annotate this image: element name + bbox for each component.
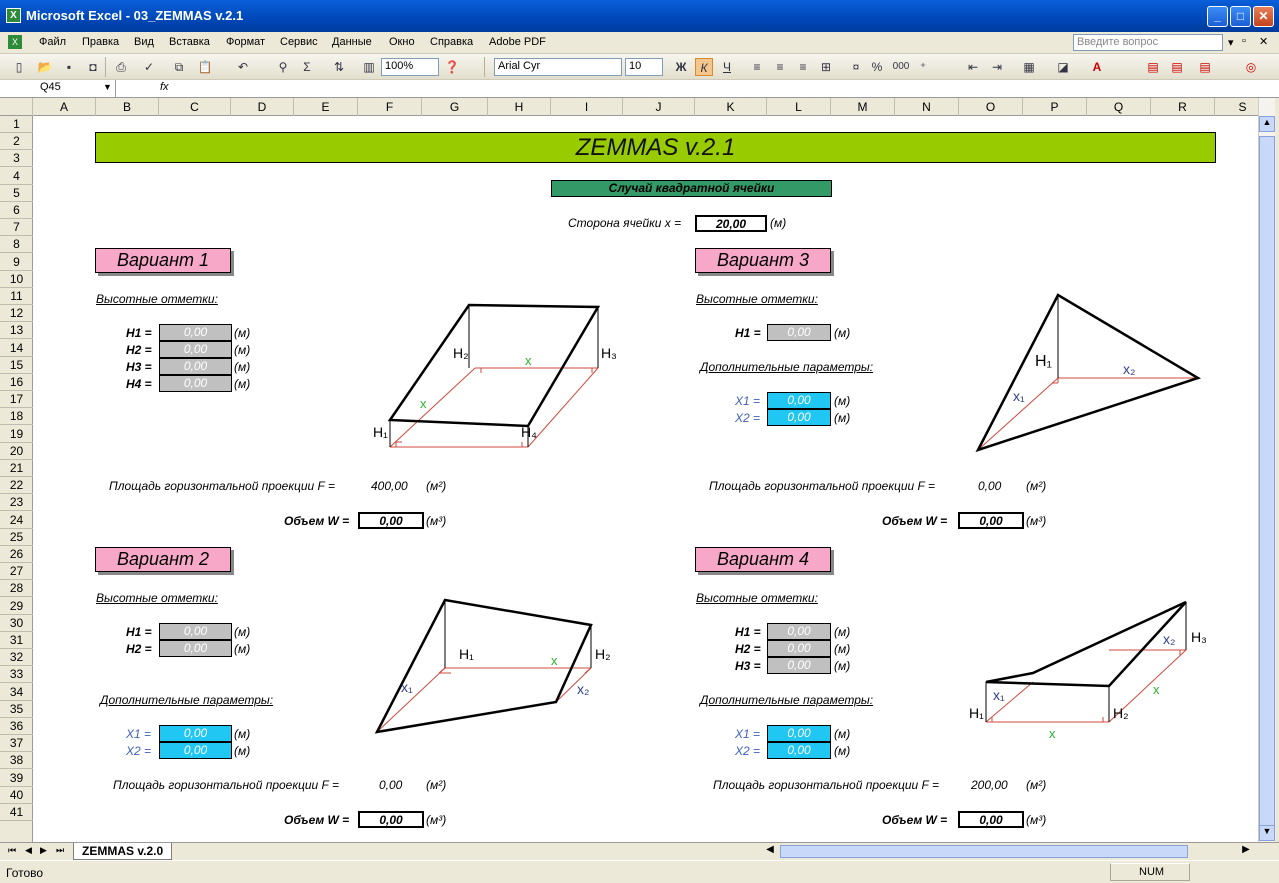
h2-label: H2 = — [126, 343, 152, 357]
row-header[interactable]: 1 — [0, 116, 33, 133]
unit-label: (м²) — [426, 479, 447, 493]
help-icon[interactable]: ❓ — [444, 60, 460, 74]
h2-label: H2 = — [735, 642, 761, 656]
menu-file[interactable]: Файл — [39, 36, 67, 48]
x1-label: X1 = — [126, 727, 152, 741]
unit-label: (м) — [234, 326, 251, 340]
window-title: Microsoft Excel - 03_ZEMMAS v.2.1 — [26, 8, 244, 23]
h4-label: H4 = — [126, 377, 152, 391]
row-header[interactable]: 33 — [0, 666, 33, 683]
unit-label: (м) — [234, 343, 251, 357]
new-icon[interactable]: ▯ — [15, 60, 23, 74]
volume-value: 0,00 — [958, 512, 1024, 529]
row-header[interactable]: 22 — [0, 477, 33, 494]
menu-adobe-pdf[interactable]: Adobe PDF — [489, 36, 546, 48]
workbook-icon[interactable]: X — [8, 35, 22, 49]
column-header[interactable]: E — [294, 98, 358, 116]
function-icon[interactable]: fx — [160, 81, 169, 93]
row-header[interactable]: 40 — [0, 787, 33, 804]
h3-label: H3 = — [735, 659, 761, 673]
column-header[interactable]: L — [767, 98, 831, 116]
unit-label: (м²) — [1026, 778, 1047, 792]
toolbar — [0, 54, 1279, 80]
row-header[interactable]: 25 — [0, 529, 33, 546]
row-header[interactable]: 4 — [0, 168, 33, 185]
unit-label: (м) — [834, 326, 851, 340]
row-header[interactable]: 23 — [0, 494, 33, 511]
column-header[interactable]: H — [488, 98, 551, 116]
h4-diagram-label: H₄ — [521, 424, 537, 440]
prev-sheet-icon[interactable]: ◀ — [25, 845, 32, 855]
currency-icon[interactable]: ¤ — [852, 60, 860, 74]
row-header[interactable]: 26 — [0, 546, 33, 563]
row-header[interactable]: 6 — [0, 202, 33, 219]
variant-2-title: Вариант 2 — [95, 547, 231, 572]
sort-icon[interactable]: ⇅ — [333, 60, 345, 74]
column-header[interactable]: K — [695, 98, 767, 116]
row-header[interactable]: 19 — [0, 426, 33, 443]
x2-diagram-label: x₂ — [1123, 361, 1136, 377]
h4-input[interactable]: 0,00 — [159, 375, 232, 392]
chevron-down-icon[interactable]: ▾ — [1228, 37, 1234, 49]
h2-input[interactable]: 0,00 — [767, 640, 831, 657]
row-header[interactable]: 35 — [0, 701, 33, 718]
unit-label: (м) — [234, 625, 251, 639]
x1-label: X1 = — [735, 727, 761, 741]
area-value: 0,00 — [978, 479, 1002, 493]
column-header[interactable]: D — [231, 98, 294, 116]
h1-diagram-label: H₁ — [459, 646, 474, 662]
unit-label: (м) — [834, 394, 851, 408]
variant-3-title: Вариант 3 — [695, 248, 831, 273]
area-label: Площадь горизонтальной проекции F = — [713, 778, 940, 792]
x1-input[interactable]: 0,00 — [767, 725, 831, 742]
row-header[interactable]: 37 — [0, 735, 33, 752]
unit-label: (м³) — [426, 514, 447, 528]
font-size-select[interactable]: 10 — [625, 58, 663, 76]
subtitle: Случай квадратной ячейки — [551, 180, 832, 197]
x2-label: X2 = — [735, 744, 761, 758]
worksheet[interactable] — [33, 116, 1271, 842]
banner-title: ZEMMAS v.2.1 — [95, 132, 1216, 163]
horizontal-scroll-thumb[interactable] — [780, 845, 1188, 858]
row-header[interactable]: 9 — [0, 254, 33, 271]
unit-label: (м) — [834, 659, 851, 673]
restore-workbook-icon[interactable]: ▫ — [1242, 35, 1246, 47]
menu-help[interactable]: Справка — [430, 36, 474, 48]
unit-label: (м²) — [426, 778, 447, 792]
x2-label: X2 = — [735, 411, 761, 425]
unit-label: (м³) — [1026, 514, 1047, 528]
thousands-button[interactable]: 000 — [892, 61, 910, 72]
x-diagram-label: x — [420, 396, 427, 411]
volume-value: 0,00 — [958, 811, 1024, 828]
unit-label: (м) — [770, 216, 787, 230]
copy-icon[interactable]: ⧉ — [174, 60, 184, 74]
column-header[interactable]: I — [551, 98, 623, 116]
h2-label: H2 = — [126, 642, 152, 656]
h1-diagram-label: H₁ — [969, 705, 984, 721]
row-header[interactable]: 29 — [0, 598, 33, 615]
heights-label: Высотные отметки: — [696, 591, 818, 605]
unit-label: (м) — [234, 727, 251, 741]
num-lock-indicator: NUM — [1139, 866, 1165, 878]
increase-indent-icon[interactable]: ⇥ — [991, 60, 1003, 74]
row-header[interactable]: 8 — [0, 236, 33, 253]
excel-icon: X — [6, 8, 21, 23]
unit-label: (м) — [834, 744, 851, 758]
pdf-email-icon[interactable]: ▤ — [1171, 60, 1183, 74]
print-icon[interactable]: ⎙ — [116, 60, 126, 74]
menu-view[interactable]: Вид — [134, 36, 154, 48]
x2-label: X2 = — [126, 744, 152, 758]
x2-input[interactable]: 0,00 — [767, 742, 831, 759]
merge-center-icon[interactable]: ⊞ — [820, 60, 832, 74]
h1-label: H1 = — [126, 326, 152, 340]
column-headers — [0, 98, 1271, 116]
menu-insert[interactable]: Вставка — [169, 36, 210, 48]
row-header[interactable]: 30 — [0, 615, 33, 632]
percent-button[interactable]: % — [871, 60, 883, 74]
row-header[interactable]: 10 — [0, 271, 33, 288]
scroll-down-icon[interactable]: ▼ — [1259, 825, 1275, 841]
x1-diagram-label: x₁ — [401, 679, 413, 695]
column-header[interactable]: M — [831, 98, 895, 116]
maximize-button[interactable]: □ — [1230, 6, 1251, 27]
scroll-right-icon[interactable]: ▶ — [1242, 844, 1250, 855]
unit-label: (м²) — [1026, 479, 1047, 493]
first-sheet-icon[interactable]: ⏮ — [8, 845, 17, 855]
name-box[interactable]: Q45 — [0, 80, 116, 97]
chevron-down-icon[interactable]: ▼ — [103, 82, 112, 92]
area-value: 0,00 — [379, 778, 403, 792]
h2-diagram-label: H₂ — [595, 646, 611, 662]
sheet-tab-active[interactable]: ZEMMAS v.2.0 — [73, 843, 172, 860]
area-label: Площадь горизонтальной проекции F = — [109, 479, 336, 493]
align-right-icon[interactable]: ≡ — [799, 60, 807, 74]
column-header[interactable]: S — [1215, 98, 1271, 116]
row-header[interactable]: 38 — [0, 752, 33, 769]
unit-label: (м) — [234, 642, 251, 656]
column-header[interactable]: A — [33, 98, 96, 116]
row-header[interactable]: 14 — [0, 340, 33, 357]
x2-input[interactable]: 0,00 — [159, 742, 232, 759]
row-header[interactable]: 27 — [0, 563, 33, 580]
volume-value: 0,00 — [358, 811, 424, 828]
x-diagram-label: x — [1153, 682, 1160, 697]
row-header[interactable]: 28 — [0, 580, 33, 597]
borders-icon[interactable]: ▦ — [1023, 60, 1035, 74]
row-header[interactable]: 34 — [0, 684, 33, 701]
row-header[interactable]: 11 — [0, 288, 33, 305]
column-header[interactable]: J — [623, 98, 695, 116]
unit-label: (м) — [834, 727, 851, 741]
close-button[interactable]: ✕ — [1253, 6, 1274, 27]
area-value: 200,00 — [971, 778, 1008, 792]
row-header[interactable]: 2 — [0, 133, 33, 150]
row-header[interactable]: 13 — [0, 322, 33, 339]
unit-label: (м³) — [1026, 813, 1047, 827]
fill-color-icon[interactable]: ◪ — [1057, 60, 1069, 74]
column-header[interactable]: C — [159, 98, 231, 116]
help-search-input[interactable]: Введите вопрос — [1073, 34, 1223, 51]
row-header[interactable]: 5 — [0, 185, 33, 202]
row-header[interactable]: 20 — [0, 443, 33, 460]
column-header[interactable]: O — [959, 98, 1023, 116]
column-header[interactable]: F — [358, 98, 422, 116]
variant-4-title: Вариант 4 — [695, 547, 831, 572]
row-header[interactable]: 24 — [0, 512, 33, 529]
status-bar — [0, 860, 1279, 883]
menu-data[interactable]: Данные — [332, 36, 372, 48]
row-header[interactable]: 12 — [0, 305, 33, 322]
x-diagram-label: x — [1049, 726, 1056, 741]
unit-label: (м³) — [426, 813, 447, 827]
heights-label: Высотные отметки: — [696, 292, 818, 306]
row-header[interactable]: 16 — [0, 374, 33, 391]
h3-label: H3 = — [126, 360, 152, 374]
sheet-tabs-bar — [0, 842, 1279, 860]
spelling-icon[interactable]: ✓ — [143, 60, 155, 74]
pdf-review-icon[interactable]: ▤ — [1199, 60, 1211, 74]
x-diagram-label: x — [551, 653, 558, 668]
zoom-select[interactable]: 100% — [381, 58, 439, 76]
status-text: Готово — [6, 866, 44, 880]
volume-value: 0,00 — [358, 512, 424, 529]
row-header[interactable]: 15 — [0, 357, 33, 374]
undo-icon[interactable]: ↶ — [237, 60, 249, 74]
column-header[interactable]: Q — [1087, 98, 1151, 116]
h3-input[interactable]: 0,00 — [767, 657, 831, 674]
cell-side-input[interactable]: 20,00 — [695, 215, 767, 232]
menu-format[interactable]: Формат — [226, 36, 266, 48]
scroll-up-icon[interactable]: ▲ — [1259, 116, 1275, 132]
font-name-select[interactable]: Arial Cyr — [494, 58, 622, 76]
paste-icon[interactable]: 📋 — [197, 60, 213, 74]
x1-diagram-label: x₁ — [993, 687, 1005, 703]
open-icon[interactable]: 📂 — [37, 60, 53, 74]
variant-2-diagram — [369, 594, 619, 744]
align-center-icon[interactable]: ≡ — [776, 60, 784, 74]
vertical-scrollbar[interactable] — [1258, 98, 1275, 842]
column-header[interactable]: R — [1151, 98, 1215, 116]
h2-input[interactable]: 0,00 — [159, 341, 232, 358]
h2-diagram-label: H₂ — [453, 345, 469, 361]
h1-input[interactable]: 0,00 — [767, 623, 831, 640]
pdf-convert-icon[interactable]: ▤ — [1147, 60, 1159, 74]
close-workbook-icon[interactable]: ✕ — [1259, 36, 1269, 48]
row-header[interactable]: 3 — [0, 150, 33, 167]
cell-side-label: Сторона ячейки x = — [568, 216, 682, 230]
unit-label: (м) — [234, 744, 251, 758]
x1-input[interactable]: 0,00 — [767, 392, 831, 409]
h2-input[interactable]: 0,00 — [159, 640, 232, 657]
h1-input[interactable]: 0,00 — [767, 324, 831, 341]
bold-button[interactable]: Ж — [675, 60, 687, 74]
decrease-indent-icon[interactable]: ⇤ — [967, 60, 979, 74]
column-header[interactable]: G — [422, 98, 488, 116]
row-header[interactable]: 41 — [0, 804, 33, 821]
area-label: Площадь горизонтальной проекции F = — [113, 778, 340, 792]
title-bar — [0, 0, 1279, 32]
volume-label: Объем W = — [882, 514, 948, 528]
menu-tools[interactable]: Сервис — [280, 36, 318, 48]
row-header[interactable]: 36 — [0, 718, 33, 735]
area-label: Площадь горизонтальной проекции F = — [709, 479, 936, 493]
row-header[interactable]: 18 — [0, 408, 33, 425]
italic-button[interactable]: К — [695, 58, 713, 76]
row-header[interactable]: 39 — [0, 770, 33, 787]
scroll-left-icon[interactable]: ◀ — [766, 844, 774, 855]
select-all-corner[interactable] — [0, 98, 33, 116]
autosum-icon[interactable]: Σ — [303, 60, 311, 74]
menu-bar — [0, 32, 1279, 54]
row-headers — [0, 116, 33, 842]
extra-params-label: Дополнительные параметры: — [100, 693, 274, 707]
extra-params-label: Дополнительные параметры: — [700, 693, 874, 707]
x2-diagram-label: x₂ — [577, 681, 590, 697]
align-left-icon[interactable]: ≡ — [753, 60, 761, 74]
row-header[interactable]: 21 — [0, 460, 33, 477]
h3-input[interactable]: 0,00 — [159, 358, 232, 375]
unit-label: (м) — [234, 377, 251, 391]
extra-params-label: Дополнительные параметры: — [700, 360, 874, 374]
column-header[interactable]: B — [96, 98, 159, 116]
hyperlink-icon[interactable]: ⚲ — [278, 60, 288, 74]
x1-diagram-label: x₁ — [1013, 388, 1025, 404]
h3-diagram-label: H₃ — [1191, 629, 1207, 645]
row-header[interactable]: 17 — [0, 391, 33, 408]
font-color-icon[interactable]: A — [1092, 60, 1102, 74]
unit-label: (м) — [834, 642, 851, 656]
underline-button[interactable]: Ч — [723, 60, 731, 74]
formula-bar — [0, 80, 1279, 98]
row-header[interactable]: 31 — [0, 632, 33, 649]
x2-diagram-label: x₂ — [1163, 631, 1176, 647]
chart-wizard-icon[interactable]: ▥ — [363, 60, 375, 74]
h1-input[interactable]: 0,00 — [159, 324, 232, 341]
variant-3-diagram — [963, 288, 1213, 458]
unit-label: (м) — [834, 411, 851, 425]
h1-input[interactable]: 0,00 — [159, 623, 232, 640]
menu-window[interactable]: Окно — [389, 36, 415, 48]
variant-4-diagram — [963, 596, 1213, 746]
heights-label: Высотные отметки: — [96, 292, 218, 306]
heights-label: Высотные отметки: — [96, 591, 218, 605]
save-icon[interactable]: ▪ — [66, 60, 72, 74]
unit-label: (м) — [234, 360, 251, 374]
h1-label: H1 = — [735, 625, 761, 639]
row-header[interactable]: 32 — [0, 649, 33, 666]
h3-diagram-label: H₃ — [601, 345, 617, 361]
h1-label: H1 = — [126, 625, 152, 639]
x-diagram-label: x — [525, 353, 532, 368]
unit-label: (м) — [834, 625, 851, 639]
x1-label: X1 = — [735, 394, 761, 408]
volume-label: Объем W = — [882, 813, 948, 827]
area-value: 400,00 — [371, 479, 408, 493]
x2-input[interactable]: 0,00 — [767, 409, 831, 426]
permission-icon[interactable]: ◘ — [89, 60, 97, 74]
row-header[interactable]: 7 — [0, 219, 33, 236]
h1-diagram-label: H₁ — [373, 424, 388, 440]
h2-diagram-label: H₂ — [1113, 705, 1129, 721]
menu-edit[interactable]: Правка — [82, 36, 120, 48]
h1-label: H1 = — [735, 326, 761, 340]
increase-decimal-icon[interactable]: ⁺ — [919, 60, 927, 74]
variant-1-title: Вариант 1 — [95, 248, 231, 273]
acrobat-icon[interactable]: ◎ — [1245, 60, 1257, 74]
minimize-button[interactable]: _ — [1207, 6, 1228, 27]
column-header[interactable]: P — [1023, 98, 1087, 116]
column-header[interactable]: N — [895, 98, 959, 116]
x1-input[interactable]: 0,00 — [159, 725, 232, 742]
h1-diagram-label: H₁ — [1035, 353, 1052, 370]
variant-1-diagram — [363, 296, 617, 456]
last-sheet-icon[interactable]: ⏭ — [56, 845, 65, 855]
volume-label: Объем W = — [284, 813, 350, 827]
scroll-thumb[interactable] — [1259, 136, 1275, 826]
next-sheet-icon[interactable]: ▶ — [40, 845, 47, 855]
volume-label: Объем W = — [284, 514, 350, 528]
